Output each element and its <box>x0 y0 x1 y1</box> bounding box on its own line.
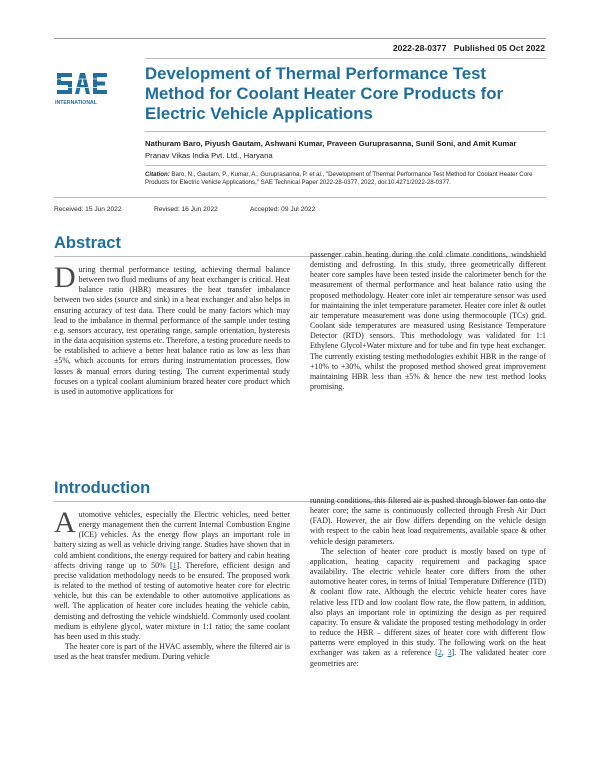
accepted-date: Accepted: 09 Jul 2022 <box>250 206 316 213</box>
abstract-right-text: passenger cabin heating during the cold climate conditions, windshield demisting and defrosting. In this study, three geometrically different heater core samples have been tested inside the calorimeter bench for the measurement of thermal performance and heat balance ratio using the proposed methodology. Heater core inlet air temperature sensor was used for maintaining the inlet temperature parameter. Heater core inlet & outlet air temperature measurement was done using thermocouple (TCs) grid. Coolant side temperatures are measured using Resistance Temperature Detector (RTD) sensors. This methodology was validated for 1:1 Ethylene Glycol+Water mixture and for tube and fin type heat exchanger. The currently existing testing methodologies exhibit HBR in the range of +10% to +30%, whilst the proposed method showed great improvement maintaining HBR less than ±5% & hence the new test method looks promising. <box>310 250 546 392</box>
publish-date: Published 05 Oct 2022 <box>453 43 545 53</box>
abstract-right-column <box>310 250 546 392</box>
introduction-left-column <box>54 506 290 662</box>
reference-link-3[interactable]: 3 <box>447 648 452 658</box>
sae-logo-subtext: INTERNATIONAL <box>55 100 97 106</box>
intro-paragraph-4: The selection of heater core product is mostly based on type of application, heating capacity requirement and packaging space availability. The electric vehicle heater core differs from the other automotive heater cores, in terms of Initial Temperature Difference (ITD) & coolant flow rate. Although the electric vehicle heater cores have relative less ITD and low coolant flow rate, the flow pattern, in addition, also plays an important role in optimizing the design as per required capacity. To ensure & validate the proposed testing methodology in order to reduce the HBR – different sizes of heater core with different flow patterns were employed in this study. The following work on the heat exchanger was taken as a reference [2, 3]. The validated heater core geometries are: <box>310 546 547 668</box>
introduction-right-column <box>310 496 546 669</box>
citation-block <box>145 171 547 187</box>
doc-id-line <box>393 43 545 53</box>
revised-date: Revised: 16 Jun 2022 <box>154 206 218 213</box>
doc-number: 2022-28-0377 <box>392 43 447 53</box>
authors: Nathuram Baro, Piyush Gautam, Ashwani Kumar, Praveen Guruprasanna, Sunil Soni, and Amit Kumar <box>145 139 517 148</box>
sae-logo-mark <box>54 70 118 110</box>
intro-paragraph-2: The heater core is part of the HVAC assembly, where the filtered air is used as the heat transfer medium. During vehicle <box>54 642 290 662</box>
sae-international-logo <box>54 70 118 110</box>
top-rule <box>54 38 546 39</box>
abstract-heading: Abstract <box>54 234 121 252</box>
abstract-left-text: uring thermal performance testing, achieving thermal balance between two fluid mediums of any heat exchanger is critical. Heat balance ratio (HBR) measures the heat transfer imbalance between two sides (source and sink) in a heat exchanger and also helps in ensuring accuracy of test data. There could be many factors which may lead to the imbalance in thermal performance of the sample under testing e.g. sensors accuracy, test operating range, sample orientation, hysteresis in the data acquisition systems etc. Therefore, a testing procedure needs to be established to achieve a better heat balance ratio as low as less than ±5%, which accounts for errors during instrumentation processes, flow losses & manual errors during testing. The current experimental study focuses on a typical coolant aluminium brazed heater core product which is used in automotive applications for <box>54 265 290 396</box>
header-rule <box>145 58 546 59</box>
intro-dropcap: A <box>54 506 76 539</box>
citation-text: Baro, N., Gautam, P., Kumar, A., Guruprasanna, P. et al., "Development of Thermal Performance Test Method for Coolant Heater Core Products for Electric Vehicle Applications," SAE Technical Paper 2022-28-0377, 2022, doi:10.4271/2022-28-0377. <box>145 171 533 186</box>
introduction-heading: Introduction <box>54 479 151 497</box>
intro-paragraph-3: running conditions, this filtered air is pushed through blower fan onto the heater core; the same is continuously collected through Fresh Air Duct (FAD). However, the air flow differs depending on the vehicle design with respect to the cabin heat load requirements, available space & other vehicle design parameters. <box>310 496 546 546</box>
reference-link-1[interactable]: 1 <box>172 560 177 570</box>
abstract-left-column <box>54 261 290 397</box>
citation-rule <box>54 197 546 198</box>
reference-link-2[interactable]: 2 <box>437 648 442 658</box>
abstract-dropcap: D <box>54 261 76 294</box>
paper-title: Development of Thermal Performance Test Method for Coolant Heater Core Products for Electric Vehicle Applications <box>145 64 504 123</box>
intro-paragraph-1: Automotive vehicles, especially the Electric vehicles, need better energy management then the current Internal Combustion Engine (ICE) vehicles. As the energy flow plays an important role in battery sizing as well as vehicle driving range. Studies have shown that in cold ambient conditions, the energy required for battery and cabin heating affects driving range up to 50% [1]. Therefore, efficient design and precise validation methodology needs to be ensured. The proposed work is related to the method of testing of automotive heater core for electric vehicle, but this can be extendable to other automotive applications as well. The application of heater core includes heating the vehicle cabin, demisting and defrosting the vehicle windshield. Commonly used coolant medium is ethylene glycol, water mixture in 1:1 ratio; the same coolant has been used in this study. <box>54 506 290 641</box>
title-rule <box>145 131 546 132</box>
affiliation: Pranav Vikas India Pvt. Ltd., Haryana <box>145 151 273 160</box>
authors-rule <box>145 165 546 166</box>
received-date: Received: 15 Jun 2022 <box>54 206 122 213</box>
citation-label: Citation: <box>145 171 170 178</box>
abstract-paragraph-1 <box>54 261 290 397</box>
